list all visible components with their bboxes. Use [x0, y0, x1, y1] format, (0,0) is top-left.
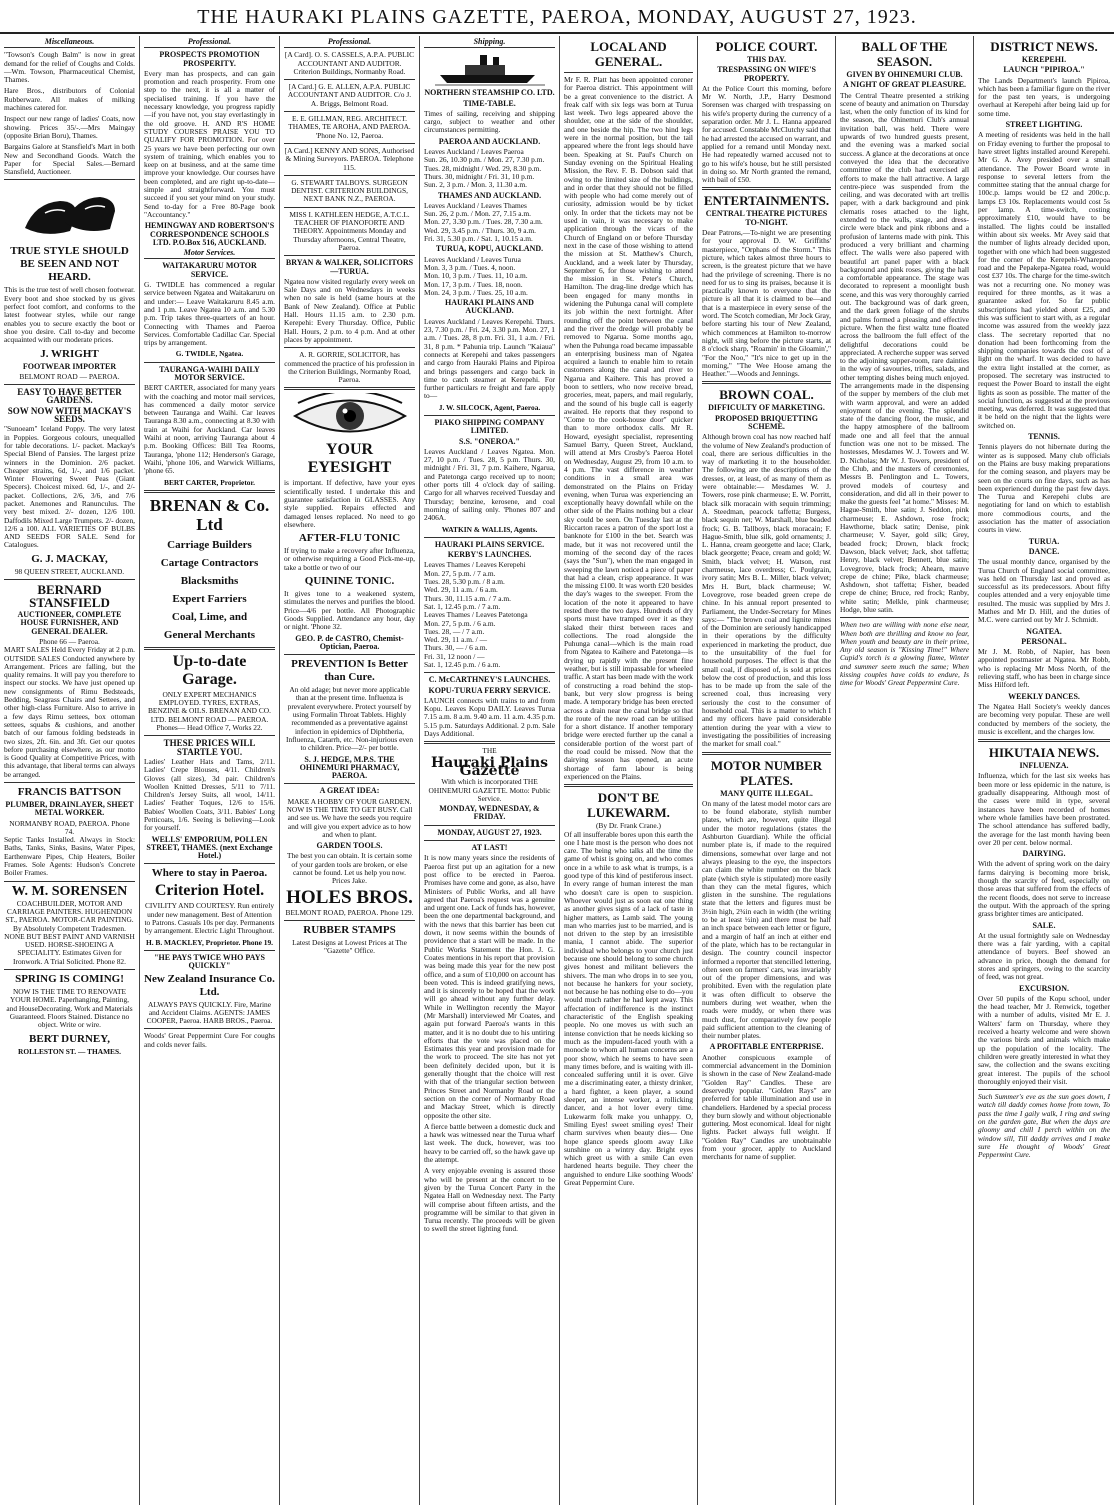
prospects-heading: PROSPECTS PROMOTION PROSPERITY.	[159, 50, 260, 68]
spring-body: NOW IS THE TIME TO RENOVATE YOUR HOME. Paperhanging, Painting, and HouseDecorating. Work and Materials Guaranteed. Floors Stained. Distance no object. Write or wire.	[6, 987, 133, 1030]
timetable-row: Mon. 3, 3 p.m. / Tues. 4, noon.	[424, 262, 516, 272]
weekly-dances-body: The Ngatea Hall Society's weekly dances are becoming very popular. These are well conducted by members of the society, the music is excellent, and the charges low.	[978, 701, 1110, 736]
editorial-heading: AT LAST!	[471, 843, 508, 853]
holes-heading: HOLES BROS.	[286, 886, 413, 908]
local-general-heading: LOCAL AND GENERAL.	[590, 39, 667, 69]
sorensen-name: W. M. SORENSEN	[11, 883, 128, 899]
police-body: At the Police Court this morning, before Mr W. North, J.P., Harry Desmond Sorensen was charged with trespassing on his wife's property during the currency of a separation order. Mr J. L. Hanna appeared for accused. Constable McClutchy said that he had arrested the accused on warrant, and applied for a remand until Monday next. He had repeatedly warned accused not to go to his wife's house, but he still persisted in doing so. Mr North granted the remand, with bail of £50.	[702, 83, 831, 185]
nzins-heading: New Zealand Insurance Co. Ltd.	[144, 972, 275, 998]
column-local-general	[560, 36, 698, 1505]
tauranga-body: BERT CARTER, associated for many years with the coaching and motor mail services, has commenced a daily motor service between Tauranga and Waihi. Car leaves Tauranga 8.30 a.m., connecting at 8.30 with train at Waihi for Auckland. Car leaves Waihi at noon, arriving Tauranga about 4 p.m. Booking Offices: Bill Tea Rooms, Tauranga, 'phone 112; Henderson's Garage, Waihi, 'phone 106, and Warwick Williams, 'phone 65.	[144, 383, 275, 476]
tennis-heading: TENNIS.	[1028, 432, 1060, 442]
police-subheading: THIS DAY.	[747, 55, 786, 64]
timetable-row: Wed. 29, 3.45 p.m. / Thurs. 30, 9 a.m.	[424, 225, 536, 235]
timetable-row: Mon. 17, 3 p.m. / Tues. 18, noon.	[424, 279, 523, 289]
ngatea-subheading: PERSONAL.	[1021, 636, 1067, 646]
lukewarm-byline: (By Dr. Frank Crane.)	[595, 821, 662, 831]
quinine-heading: QUININE TONIC.	[304, 575, 395, 588]
timetable-row: Sat. 1, 12.45 p.m. / 6 a.m.	[424, 660, 501, 669]
waitakaruru-heading: WAITAKARURU MOTOR SERVICE.	[162, 261, 257, 279]
timetable-row: Fri. 31, 5.30 p.m. / Sat. 1, 10.15 a.m.	[424, 234, 533, 244]
piako-subheading: S.S. "ONEROA."	[459, 436, 520, 446]
timetable-heading: THAMES AND AUCKLAND.	[437, 190, 542, 200]
stansfield-phone: Phone 66 — Paeroa.	[39, 636, 100, 646]
street-lighting-heading: STREET LIGHTING.	[1005, 120, 1083, 130]
ball-subheading-2: A NIGHT OF GREAT PLEASURE.	[842, 80, 967, 90]
timetable-row: Mon. 27, 3.30 p.m. / Tues. 28, 7.30 a.m.	[424, 217, 543, 227]
prevention-heading: PREVENTION Is Better than Cure.	[291, 658, 408, 684]
duck-hawk-item: A fierce battle between a domestic duck and a hawk was witnessed near the Turua wharf last week. The duck, however, was too heavy to be carried off, so the hawk gave up the attempt.	[424, 1121, 555, 1165]
daddy-poem: Such Summer's eve as the sun goes down, I watch till daddy comes home from town, To pass the time I gaily walk, I ring and swing on the garden gate, But when the days are gloomy and chill I perch within on the window sill, Till daddy arrives and I make sure He thought of Woods' Great Peppermint Cure.	[978, 1092, 1110, 1160]
sale-body: At the usual fortnightly sale on Wednesday there was a fair yarding, with a capital attendance of buyers. Beef showed an advance in price, though the demand for stores and springers, owing to the scarcity of feed, was not great.	[978, 930, 1110, 982]
piako-heading: PIAKO SHIPPING COMPANY LIMITED.	[434, 417, 545, 436]
kerepehi-body: The Lands Department's launch Pipiroa, which has been a familiar figure on the river for the past ten years, is undergoing overhaul at Kerepehi after being laid up for some time.	[978, 75, 1110, 118]
ngatea-heading: NGATEA.	[1026, 626, 1062, 636]
stansfield-name: BERNARD STANSFIELD	[29, 582, 110, 611]
number-plates-body: On many of the latest model motor cars are to be found elaborate, stylish number plates, which are, however, quite illegal under the motor regulations (states the Ashburton Guardian). While the official number plate is, if made to the required dimensions, somewhat over large and not always pleasing to the eye, the inspectors can claim the white number on the black plate (which style is stipulated) more easily than they can the metal figures, which glisten in the sunshine. The regulations state that the letters and figures must be 3½in high, 2¾in each in width (the writing to be at least ½in) and there must be half an inch space between each letter or figure, and a margin of half an inch at either end of the plate, which has to be rectangular in design. The country council inspector informed a reporter that stencilled lettering, often seen on farmers' cars, was invariably out of the proper dimensions, and was prohibited. Even with the regulation plate it was often difficult to observe the numbers during wet weather, when the roads were muddy, or when there was much dust, for comparatively few people paid sufficient attention to the cleaning of their number plates.	[702, 798, 831, 1041]
carter-signature: BERT CARTER, Proprietor.	[164, 477, 255, 487]
kerby-subheading: KERBY'S LAUNCHES.	[447, 550, 532, 560]
tools-body: The best you can obtain. It is certain some of your garden tools are broken, or else cannot be found. Let us help you now. Prices Jake.	[287, 851, 412, 886]
eyesight-heading: YOUR EYESIGHT	[307, 441, 392, 477]
lukewarm-body: Of all insufferable bores upon this earth the one I hate most is the person who does not care. The being who talks all the time the game of whist is going on, and who comes once in a while to ask what is trumps, is a good type of this kind of pestiferous insect. In every range of human interest the man who doesn't care is open to suspicion. Whoever would just as soon eat one thing as another gives signs of a lack of taste in higher matters, as Lamb said. The young man who marries just to be married, and is not driven to the step by an irresistible mania, I cannot abide. The superior individual who belongs to your church just because one should belong to some church gives honest and militant believers the shivers. The man who drops in to see you, not because he hankers for your society, not because he has nothing else to do—you would much rather he had kept away. This affectation of indifference is the instinct characteristic of the English speaking people. No one moves us with such an intense conviction that he needs kicking so much as the impudent-faced youth with a monocle to whom all human concerns are a poor show, which he seems to have seen many times before, and is waiting with ill-concealed suffering until it is over. Give me a discriminating eater, a thirsty drinker, a hard fighter, a keen player, a sound sleeper, an intense worker, a rollicking dancer, and a hot lover every time. Lukewarm folk make you unhappy. O, Smiling Eyes! sweet smiling eyes! Their charm survives when beauty dies— One hope glance speeds gloom away Like sunshine on a wintry day. Bright eyes which greet us with a smile Can even hardened hearts beguile. They cheer the anguished to endure Like soothing Woods' Great Peppermint Cure.	[564, 829, 693, 1187]
number-plates-heading: MOTOR NUMBER PLATES.	[710, 757, 823, 788]
timetable-paeroa	[424, 148, 555, 189]
timetable-row: Thurs. 30, — / 6 a.m.	[424, 643, 488, 653]
twidle-body: G. TWIDLE has commenced a regular service between Ngatea and Waitakaruru on and under:— Leave Waitakaruru 8.45 a.m. and 1 p.m. Leave Ngatea 10 a.m. and 5.30 p.m. Trip takes three-quarters of an hour. Connecting with Thames and Paeroa Services. Comfortable Cadillac Car. Special trips by arrangement.	[144, 280, 275, 348]
nsc-subheading: TIME-TABLE.	[463, 98, 516, 108]
nsc-heading: NORTHERN STEAMSHIP CO. LTD.	[424, 88, 555, 98]
turua-heading: TURUA.	[1028, 536, 1060, 546]
hedge-teacher-card: MISS I. KATHLEEN HEDGE, A.T.C.L. TEACHER OF PIANOFORTE AND THEORY. Appointments Monday and Thursday afternoons, Central Theatre, Paeroa.	[289, 209, 410, 252]
tools-heading: GARDEN TOOLS.	[316, 841, 383, 851]
tauranga-heading: TAURANGA-WAIHI DAILY MOTOR SERVICE.	[159, 364, 260, 382]
timetable-row: Leaves Auckland / Leaves Thames	[424, 200, 527, 210]
ngatea-body: Mr J. M. Robb, of Napier, has been appointed postmaster at Ngatea. Mr Robb, who is replacing Mr Moss North, of the relieving staff, who has been in charge since Miss Hilford left.	[978, 647, 1110, 690]
brenan-service-item: General Merchants	[163, 628, 256, 641]
kenny-card: [A Card.] KENNY AND SONS, Authorised & Mining Surveyors. PAEROA. Telephone 115.	[284, 145, 415, 172]
stay-heading: Where to stay in Paeroa.	[151, 867, 268, 880]
kopu-body: LAUNCH connects with trains to and from Kopu. Leaves Kopu DAILY. Leaves Turua 7.15 a.m. 8 a.m. 9.40 a.m. 11 a.m. 4.35 p.m. 5.15 p.m. Saturdays Additional. 2 p.m. Sale Days Additional.	[424, 695, 555, 739]
dairying-body: With the advent of spring work on the dairy farms dairying is becoming more brisk, though the scarcity of feed, especially on those areas that suffered from the effects of the recent floods, does not serve to increase the output. With the approach of the spring grass brighter times are anticipated.	[978, 859, 1110, 919]
afterflu-body: If trying to make a recovery after Influenza, or otherwise requiring a Good Pick-me-up, take a bottle or two of our	[284, 546, 415, 572]
timetable-heading: PAEROA AND AUCKLAND.	[438, 136, 541, 146]
ship-illustration	[435, 51, 545, 87]
nsc-intro: Times of sailing, receiving and shipping cargo, subject to weather and other circumstances permitting.	[424, 108, 555, 135]
timetable-turua	[424, 256, 555, 297]
brown-coal-body: Although brown coal has now reached half the volume of New Zealand's production of coal, there are serious difficulties in the way of marketing it to the householder. The following are the descriptions of the dresses, or, at least, of as many of them as were obtainable:— Mesdames W. J. Towers, rose pink charmeuse; E. W. Porritt, black silk moracain with sequin trimming; A. Steedman, peacock taffetta; Burgess, black sequin net; W. Marshall, blue beaded frock; G. B. Tallboys, black moracain; F. Hague-Smith, blue silk, gold ornaments; J. L. Hanna, cream georgette and lace; Clark, black georgette; Peace, cream and gold; W. Smith, black velvet; H. Watson, rust charmeuse, lace overdress; C. Poulgrain, ivory satin; Mrs B. L. Miller, black velvet; Mrs H. Burt, black charmeuse; W. Lovegrove, rose beaded green crepe de chine. In his annual report presented to Parliament, the Under-Secretary for Mines says:— "The brown coal and lignite mines of the Dominion are seriously handicapped in their operations by the difficulty experienced in marketing the product, due to the unsuitability of the fuel for household purposes. The effect is that the small coal, if disposed of, is sold at prices below the cost of production, and this loss has to be made up from the sale of the screened coal, thus increasing very seriously the cost to the consumer of household coal. This is a matter to which I and my officers have paid considerable attention during the year with a view to investigating the possibilities of increasing the market for small coal."	[702, 432, 831, 749]
column-professional-1	[140, 36, 280, 1505]
shoe-ad-body: This is the true test of well chosen footwear. Every boot and shoe stocked by us gives perfect foot comfort, and conforms to the latest footwear styles, while our range enables you to secure exactly the boot or shoe you desire. Call to-day and become acquainted with our moderate prices.	[4, 285, 135, 345]
kerby-heading: HAURAKI PLAINS SERVICE.	[434, 539, 545, 549]
timetable-heading: HAURAKI PLAINS AND AUCKLAND.	[445, 298, 534, 316]
prevention-body: An old adage; but never more applicable than at the present time. Influenza is prevalent everywhere. Protect yourself by using Formalin Throat Tablets. Highly recommended as a preventative against infection in epidemics of Diphtheria, Influenza, Catarrh, etc. Non-injurious even to children. Price—2/- per bottle.	[285, 685, 414, 753]
timetable-row: Sun. 2, 3 p.m. / Mon. 3, 11.30 a.m.	[424, 180, 527, 190]
masthead-title: THE HAURAKI PLAINS GAZETTE, PAEROA, MONDAY, AUGUST 27, 1923.	[197, 6, 917, 28]
timetable-row: Tues. 28, 5.30 p.m. / 8 a.m.	[424, 577, 505, 587]
garage-heading: Up-to-date Garage.	[172, 652, 247, 688]
mackay-body: "Sunoeam" Iceland Poppy. The very latest in Poppies. Gorgeous colours, unequalled for table decorations. 1/- packet. Mackay's Special Blend of Pansies. The largest prize winners in the Dominion. 2/6 packet. Cheaper strains, 6d, 1/-, and 1/6 packet. Winter Flowering Sweet Peas (Giant Specers). Choicest mixed. 6d, 1/-, and 2/- packet. Collections, 2/6, 3/6, and 7/6 packet. Anemones and Ranunculus. The very best mixed. 2/- dozen, 12/6 100. Daffodils Mixed Large Trumpets. 2/- dozen, 12/6 a 100. ALL VARIETIES OF BULBS AND SEEDS FOR SALE. Send for Catalogues.	[4, 424, 135, 550]
shoe-illustration	[15, 183, 125, 243]
prospects-body: Every man has prospects, and can gain promotion and reach prosperity. From one step to the next, it is all a matter of specialised training. If you have the necessary knowledge, you progress rapidly—if you have not, you stay everlastingly in the old groove. H. AND R'S HOME STUDY COURSES PRAISE YOU TO QUALIFY FOR PROMOTION. For over 25 years we have been perfecting our own system of training, which enables you to keep on at business, and at the same time improve your knowledge. Our courses have been completed, and are right up-to-date—simple and straightforward. You must succeed if you set your mind on your study. Send to-day for a Free 80-Page book "Accountancy."	[144, 68, 275, 219]
timetable-row: Leaves Auckland / Leaves Turua	[424, 254, 521, 264]
column-shipping	[420, 36, 560, 1505]
holes-address: BELMONT ROAD, PAEROA. Phone 129.	[285, 907, 414, 917]
masthead	[0, 0, 1114, 34]
battson-name: FRANCIS BATTSON	[17, 786, 122, 798]
hemingway-schools: HEMINGWAY AND ROBERTSON'S CORRESPONDENCE SCHOOLS LTD. P.O.Box 516, AUCKLAND.	[144, 221, 275, 247]
column-ball	[836, 36, 974, 1505]
turua-body: The usual monthly dance, organised by the Turua Church of England social committee, was held on Thursday last and proved as successful as its predecessors. About fifty couples attended and a very enjoyable time resulted. The music was supplied by Mrs J. Mathes and Mr D. Hill, and the duties of M.C. were carried out by Mr J. Schmidt.	[978, 557, 1110, 625]
bryan-body: Ngatea now visited regularly every week on Sale Days and on Wednesdays in weeks when no sale is held (same hours at the Bank of New Zealand). Office at Public Hall. Hours 11.15 a.m. to 2.30 p.m. Kerepehi: Every Thursday. Office, Public Hall. Hours, 2 p.m. to 4 p.m. And at other places by appointment.	[284, 276, 415, 344]
silcock-agent: J. W. SILCOCK, Agent, Paeroa.	[438, 402, 541, 412]
entertainments-subheading: CENTRAL THEATRE PICTURES TO-NIGHT.	[705, 209, 828, 227]
influenza-heading: INFLUENZA.	[1019, 761, 1069, 771]
timetable-row: Mon. 27, 5 p.m. / 7 a.m.	[424, 568, 496, 578]
ball-subheading: GIVEN BY OHINEMURI CLUB.	[846, 70, 963, 79]
gazette-subtitle: With which is incorporated THE OHINEMURI GAZETTE. Motto: Public Service.	[428, 777, 551, 803]
spring-heading: SPRING IS COMING!	[15, 973, 124, 986]
police-subheading-2: TRESPASSING ON WIFE'S PROPERTY.	[717, 65, 816, 83]
weekly-dances-heading: WEEKLY DANCES.	[1008, 691, 1080, 701]
brenan-service-item: Expert Farriers	[172, 592, 247, 605]
idea-heading: A GREAT IDEA:	[319, 786, 380, 796]
category-heading: Miscellaneous.	[4, 38, 135, 48]
lukewarm-heading: DON'T BE LUKEWARM.	[587, 790, 670, 821]
rubber-body: Latest Designs at Lowest Prices at The "Gazette" Office.	[292, 937, 407, 956]
mcarthy-heading: C. McCARTHNEY'S LAUNCHES.	[428, 675, 551, 685]
timetable-row: Leaves Thames / Leaves Patetonga	[424, 610, 528, 620]
brenan-service-item: Coal, Lime, and	[171, 610, 248, 623]
kissing-time-poem: When two are willing with none else near, When both are thrilling and know no fear, When youth and beauty are in their prime, Any old season is "Kissing Time!" Where Cupid's torch is a glowing flame, Winter and summer seem much the same; When kissing couples have colds to endure, Is time for Woods' Great Peppermint Cure.	[840, 620, 969, 688]
timetable-row: Tues. 28, — / 7 a.m.	[424, 626, 485, 636]
mackay-heading: EASY TO HAVE BETTER GARDENS.	[17, 387, 122, 406]
mackay-name: G. J. MACKAY,	[31, 552, 108, 565]
gillman-card: E. E. GILLMAN, REG. ARCHITECT. THAMES, TE AROHA, AND PAEROA. 'Phone No. 12, Paeroa.	[288, 114, 411, 140]
column-police-court	[698, 36, 836, 1505]
idea-body: MAKE A HOBBY OF YOUR GARDEN. NOW IS THE TIME TO GET BUSY. Call and see us. We have the seeds you require and will give you expert advice as to how and when to plant.	[286, 796, 413, 839]
timetable-kerby	[424, 561, 555, 669]
criterion-heading: Criterion Hotel.	[154, 882, 265, 900]
brown-coal-heading: BROWN COAL.	[719, 387, 814, 403]
timetable-heading: TURUA, KOPU, AUCKLAND.	[435, 244, 544, 254]
criterion-body: CIVILITY AND COURTESY. Run entirely under new management. Best of Attention to Patrons. Casuals 10s per day. Permanents by arrangement. Electric Light Throughout.	[144, 901, 275, 936]
quinine-body: It gives tone to a weakened system, stimulates the nerves and purifies the blood. Price—4/6 per bottle. All Photographic Goods Supplied. Attendance any hour, day or night. 'Phone 32.	[284, 589, 415, 632]
wright-name: J. WRIGHT	[40, 347, 99, 360]
column-miscellaneous	[0, 36, 140, 1505]
timetable-row: Leaves Auckland / Leaves Paeroa	[424, 147, 524, 157]
battson-body: Septic Tanks Installed. Always in Stock: Baths, Tanks, Sinks, Basins, Water Pipes, Earthenware Pipes, Chip Heaters, Boiler Frames. Sole Agents: Hudson's Concrete Boiler Frames.	[4, 835, 135, 878]
timetable-row: Sun. 26, 2 p.m. / Mon. 27, 7.15 a.m.	[424, 209, 531, 219]
talboys-card: G. STEWART TALBOYS. SURGEON DENTIST. CRITERION BUILDINGS, NEXT BANK N.Z., PAEROA.	[291, 177, 408, 204]
ad-maingay: Inspect our new range of ladies' Coats, now showing. Prices 35/-.—Mrs Maingay (opposite Brian Boru), Thames.	[4, 114, 135, 140]
timetable-row: Thurs. 30, midnight / Fri. 31, 10 p.m.	[424, 171, 535, 181]
timetable-row: Sat. 1, 12.45 p.m. / 7 a.m.	[424, 601, 501, 611]
hedge-pharmacy: S. J. HEDGE, M.P.S. THE OHINEMURI PHARMACY, PAEROA.	[299, 754, 400, 781]
sale-heading: SALE.	[1032, 920, 1056, 930]
battson-subtitle: PLUMBER, DRAINLAYER, SHEET METAL WORKER.	[5, 800, 134, 818]
motor-services-heading: Motor Services.	[144, 249, 275, 259]
timetable-row: Tues. 28, midnight / Wed. 29, 8.30 p.m.	[424, 163, 542, 173]
hikutaia-heading: HIKUTAIA NEWS.	[988, 745, 1100, 761]
shoe-ad-heading: TRUE STYLE SHOULD BE SEEN AND NOT HEARD.	[10, 245, 129, 284]
excursion-heading: EXCURSION.	[1018, 983, 1069, 993]
street-lighting-body: A meeting of residents was held in the hall on Friday evening to further the proposal to have street lights installed around Kerepehi. Mr G. A. Avey presided over a small attendance. The Power Board wrote in response to several letters from the committee stating that the annual charge for 100c.p. lamps would be £2 and 200c.p. lamps £3 10s. Replacements would cost 5s per lamp. A time-switch, costing approximately £10, would have to be installed. The lights could be installed within about six weeks. Mr Avey said that the number of lights already decided upon, together with one which had been suggested for the corner of the Kerepehi-Wharepoa road and the Pepakepa-Ngatea road, would cost £37 10s. The charge for the time-switch was not a recurring one. No money was required for three months, as it was a guarantee asked for. So far public subscriptions had yielded about £25, and this was sufficient to start with, as a regular income was assured from the weekly jazz class. The secretary reported that no donation had been forthcoming from the shipping companies towards the cost of a light on the wharf. It was decided to have the extra light installed at the corner, as proposed. The secretary was instructed to request the Power Board to install the eight lights as soon as possible. The matter of the social function, as suggested at the previous meeting, was deferred. It was suggested that it be held on the night that the lights were switched on.	[978, 130, 1110, 430]
kopu-heading: KOPU-TURUA FERRY SERVICE.	[428, 685, 551, 695]
allen-card: [A Card.] G. E. ALLEN, A.P.A. PUBLIC ACCOUNTANT AND AUDITOR. C/o J. A. Briggs, Belmont Road.	[287, 82, 412, 108]
enterprise-body: Another conspicuous example of commercial advancement in the Dominion is shown in the case of New Zealand-made "Golden Ray" Candles. These are deservedly popular. "Golden Rays" are preferred for table illumination and use in chandeliers. Hardened by a special process they burn slowly and without objectionable guttering. Most economical. Ideal for night lights. Packet always full weight. If "Golden Ray" Candles are unobtainable from your grocer, apply to Auckland merchants for name of supplier.	[702, 1052, 831, 1162]
timetable-row: Mon. 24, 3 p.m. / Tues. 25, 10 a.m.	[424, 287, 528, 297]
brown-coal-subheading-2: PROPOSED BRIQUETTING SCHEME.	[715, 413, 818, 431]
wells-emporium: WELLS' EMPORIUM, POLLEN STREET, THAMES. (next Exchange Hotel.)	[146, 834, 273, 861]
gazette-the: THE	[482, 746, 497, 756]
bryan-heading: BRYAN & WALKER, SOLICITORS—TURUA.	[285, 258, 414, 276]
number-plates-subheading: MANY QUITE ILLEGAL.	[720, 788, 813, 798]
column-district-news	[974, 36, 1114, 1505]
stansfield-subtitle: AUCTIONEER, COMPLETE HOUSE FURNISHER, AND GENERAL DEALER.	[17, 610, 122, 636]
entertainments-heading: ENTERTAINMENTS.	[703, 193, 830, 209]
category-heading: Professional.	[284, 38, 415, 48]
brenan-services	[144, 536, 275, 644]
editorial-body: It is now many years since the residents of Paeroa first put up an agitation for a new post office to be erected in Paeroa. Promises have come and gone, as also, have Ministers of Public Works, and all have agreed that Paeroa's request was a genuine and urgent one. Lack of funds has, however, been the one departmental background, and with the news that this barrier has been cut down, it now seems within the bounds of providence that a start will be made. In the Public Works Statement the Hon. J. G. Coates mentions in his report that provision was being made this year for the new post office, and a sum of £10,000 on account has been voted. This is indeed gratifying news, and it is sincerely to be hoped that the work will go ahead without any further delay. While in Wellington recently the Mayor (Mr Marshall) interviewed Mr Coates, and again put forward Paeroa's wants in this matter, and it is no doubt due to his untiring efforts that the vote was placed on the Estimates this year and provision made for the work to proceed. The site has not yet been definitely decided upon, but it is generally thought that the choice will rest with that of the triangular section between Princes Street and Normanby Road or the section on the corner of Normanby Road and Mackay Street, which is directly opposite the other site.	[424, 853, 555, 1120]
timetable-row: Wed. 29, 11 a.m. / —	[424, 635, 487, 645]
battson-address: NORMANBY ROAD, PAEROA. Phone 74.	[9, 818, 130, 836]
column-professional-2	[280, 36, 420, 1505]
district-news-heading: DISTRICT NEWS.	[990, 39, 1098, 54]
ball-heading: BALL OF THE SEASON.	[861, 39, 948, 69]
timetable-row: Leaves Thames / Leaves Kerepehi	[424, 560, 526, 570]
police-heading: POLICE COURT.	[715, 39, 818, 54]
stansfield-body: MART SALES Held Every Friday at 2 p.m. OUTSIDE SALES Conducted anywhere by Arrangement. Prices are falling, but the quality remains. It will pay you therefore to inspect our stocks. We have just opened up new consignments of Rimu Bedsteads, Bedding, Seagrass Chairs and Settees, and other high-class Furniture. Also to arrive in a few days Rimu settees, box ottoman settees, squabs & cushions, and another batch of our famous folding bedsteads in two sizes, 2ft. 6in. and 3ft. Get our quotes before purchasing elsewhere, as our motto is Good Quality at Competitive Prices, with this advantage, that liberal terms can always be arranged.	[4, 645, 135, 779]
concert-item: A very enjoyable evening is assured those who will be present at the concert to be given by the Turua Concert Party in the Ngatea Hall on Wednesday next. The Party will comprise about fifteen artists, and the programme will be similar to that given in Turua recently. The proceeds will be given to swell the street lighting fund.	[424, 1166, 555, 1234]
timetable-row: Fri. 31, 12 noon / —	[424, 651, 485, 661]
decastro-name: GEO. P. de CASTRO, Chemist-Optician, Paeroa.	[295, 633, 404, 651]
brenan-service-item: Blacksmiths	[180, 574, 239, 587]
influenza-body: Influenza, which for the last six weeks has been more or less epidemic in the nature, is gradually disappearing. Although most of the cases were mild in type, several instances have been recorded of homes where whole families have been prostrated. The school attendance has suffered badly, the average for the last month having been over 20 per cent. below normal.	[978, 771, 1110, 847]
timetable-row: Mon. 27, 5 p.m. / 6 a.m.	[424, 618, 496, 628]
local-general-body: Mr F. R. Platt has been appointed coroner for Paeroa district. This appointment will be a great convenience to the district. A freak calf with six legs was born at Turua last week. Two legs appeared above the shoulder, one at the side of the shoulder, and one beside the hip. The two hind legs were in the normal position, but the tail appeared where the front legs should have been. Speaking at St. Paul's Church on Sunday evening on the Spiritual Healing Mission, the Rev. F. B. Dobson said that owing to the limited size of the buildings, and in order that they should not be filled with people who had come merely out of curiosity, admission would be by ticket only. In order that the tickets may not be used in vain, it was necessary to make application through the vicars of the Church of England on or before Thursday next in the case of those wishing to attend the mission at St. Matthew's Church, Auckland, and a week later by Thursday, September 6, for those wishing to attend the mission in St. Peter's Church, Hamilton. The drag-line dredge which has been engaged for many months in widening the Puhunga canal will complete its job within the next fortnight. After rounding off the point between the canal and the river the dredge will probably be removed to Ngarua. Some months ago, when the Puhunga road became impassable an enterprising business man of Ngatea acquired a launch to enable him to retain customers along the canal and river to Ngarua and Kaihere. This has proved a boon to settlers, who now receive bread, groceries, meat, papers, and mail regularly, and the sound of his bugle call is eagerly awaited. He reports that they respond to "Come to the cook-house door" quicker than to more orthodox calls. Mr R. Howard, eyesight specialist, representing Samuel Barry, Queen Street, Auckland, will attend at Mrs Crosby's Paeroa Hotel on Wednesday, August 29, from 10 a.m. to 4 p.m. The vast difference in weather conditions in a small area was demonstrated on the Plains on Friday evening, when Turua was experiencing an exceptionally heavy downfall while on the other side of the Plains nothing but a clear sky could be seen. On Tuesday last at the Riccarton races a patron of the sport lost a banknote for £100 in the bet. Search was made, but it was not recovered until the morning of the second day of the races (says the "Sun"), when the man engaged in sweeping the lawn noticed a piece of paper that had a clean, crisp appearance. It was the missing £100. It was worth £20 besides the day's wages to the sweeper. From the location of the note it appeared to have rested there the two days. Hundreds of dry sports must have tramped over it as they slaked their thirst between races and collections. The road alongside the Puhunga canal—which is the main road from Ngatea to Kaihere and Patetonga—is drying up rapidly with the present fine weather, but is still impassable for wheeled traffic. A start has been made with the work of constructing a road behind the stop-bank, but very slow progress is being made. A temporary bridge has been erected across a drain near the canal bridge so that the route of the new road can be utilised for a short distance. If another temporary bridge were erected further up the canal a considerable portion of the worst part of the road could be missed. Now that the dairying season has opened, an acute shortage of farm labour is being experienced on the Plains.	[564, 75, 693, 781]
ad-stansfield-mart: Bargains Galore at Stansfield's Mart in both New and Secondhand Goods. Watch the Paper for Special Sales.—Bernard Stansfield, Auctioneer.	[4, 142, 135, 177]
enterprise-heading: A PROFITABLE ENTERPRISE.	[709, 1042, 824, 1052]
ad-towson: "Towson's Cough Balm" is now in great demand for the relief of Coughs and Colds.—Wm. Towson, Pharmaceutical Chemist, Thames.	[4, 50, 135, 85]
durney-address: ROLLESTON ST. — THAMES.	[18, 1046, 121, 1056]
gazette-days: MONDAY, WEDNESDAY, & FRIDAY.	[439, 804, 540, 822]
timetable-row: Mon. 10, 3 p.m. / Tues. 11, 10 a.m.	[424, 271, 528, 281]
nzins-tagline: "HE PAYS TWICE WHO PAYS QUICKLY"	[154, 952, 265, 971]
wright-subtitle: FOOTWEAR IMPORTER	[22, 361, 117, 371]
gazette-title: Hauraki Plains Gazette	[430, 754, 549, 779]
timetable-plains: Leaves Auckland / Leaves Kerepehi. Thurs. 23, 7.30 p.m. / Fri. 24, 3.30 p.m. Mon. 27, 1 a.m. / Tues. 28, 8 p.m. Fri. 31, 1 a.m. / Fri. 31, 8 p.m. * Pahunia trip. Launch "Kaiaua" connects at Kerepehi and takes passengers and cargo from Hauraki Plains and Pipiroa and brings passengers and cargo back in time to catch steamer at Kerepehi. For further particulars re freight and fare apply to—	[424, 316, 555, 401]
excursion-body: Over 50 pupils of the Kopu school, under the head teacher, Mr J. Renwick, together with a number of adults, visited Mr E. J. Walters' farm on Thursday, where they received a hearty welcome and were shown the various birds and animals which make up the population of the locality. The children were greatly interested in what they saw, the collection and the swans exciting great interest. The pupils of the school thoroughly enjoyed their visit.	[978, 993, 1110, 1086]
entertainments-body: Dear Patrons,—To-night we are presenting for your approval D. W. Griffiths' masterpiece, "Orphans of the Storm." This picture, which takes almost three hours to screen, is the greatest picture that we have had the privilege of screening. There is no need for us to sing its praises, because it is practically known to everyone that the picture is all that it is claimed to be—and that is a masterpiece in every sense of the word. The Scotch comedian, Mr Jock Gray, before starting his tour of New Zealand, which commences at Hamilton to-morrow night, will sing before the picture starts, at 8 o'clock sharp, "Roamin' in the Gloamin'," "For the Noo," "It's nice to get up in the morning," "The Wee Hoose amang the Heather."—Woods and Jennings.	[702, 228, 831, 379]
timetable-thames	[424, 202, 555, 243]
cassels-card: [A Card]. O. S. CASSELS, A.P.A. PUBLIC ACCOUNTANT AND AUDITOR. Criterion Buildings, Normanby Road.	[284, 50, 415, 76]
timetable-row: Thurs. 30, 11.15 a.m. / 7 a.m.	[424, 593, 511, 603]
afterflu-heading: AFTER-FLU TONIC	[298, 532, 401, 545]
rubber-heading: RUBBER STAMPS	[303, 923, 396, 936]
sorensen-body: COACHBUILDER, MOTOR AND CARRIAGE PAINTERS. HUGHENDON ST., PAEROA. MOTOR-CAR PAINTING. By Absolutely Competent Tradesmen. NONE BUT BEST PAINT AND VARNISH USED. HORSE-SHOEING A SPECIALITY. Estimates Given for Ironwork. A Trial Solicited. Phone 82.	[4, 898, 135, 966]
brenan-service-item: Carriage Builders	[167, 538, 252, 551]
tennis-body: Tennis players do not hibernate during the winter as is supposed. Many club officials on the Plains are busy making preparations for the coming season, and players may be seen on the courts on fine days, such as has been experienced during the past few days. The Turua and Kerepehi clubs are negotiating for land on which to establish more commodious courts, and the association has the matter of association courts in view.	[978, 442, 1110, 535]
timetable-row: Wed. 29, 11 a.m. / 6 a.m.	[424, 585, 498, 595]
timetable-row: Sun. 26, 10.30 p.m. / Mon. 27, 7.30 p.m.	[424, 155, 545, 165]
brenan-heading: BRENAN & Co. Ltd	[149, 495, 270, 534]
category-heading: Professional.	[144, 38, 275, 48]
kerepehi-heading: KEREPEHI.	[1021, 55, 1067, 64]
mackay-sow: SOW NOW WITH MACKAY'S SEEDS.	[7, 405, 132, 425]
nzins-body: ALWAYS PAYS QUICKLY. Fire, Marine and Accident Claims. AGENTS: JAMES COOPER, Paeroa. HARB BROS., Paeroa.	[146, 999, 273, 1026]
gorrie-card: A. R. GORRIE, SOLICITOR, has commenced the practice of his profession in the Criterion Buildings, Normanby Road, Paeroa.	[284, 350, 415, 385]
twidle-signature: G. TWIDLE, Ngatea.	[175, 349, 244, 359]
kerepehi-subheading: LAUNCH "PIPIROA."	[1003, 65, 1085, 75]
dairying-heading: DAIRYING.	[1022, 849, 1066, 859]
garage-body: ONLY EXPERT MECHANICS EMPLOYED. TYRES, EXTRAS, BENZINE & OILS. BRENAN AND CO. LTD. BELMONT ROAD — PAEROA. Phones— Head Office 7, Works 22.	[148, 689, 271, 733]
wright-address: BELMONT ROAD — PAEROA.	[19, 371, 120, 381]
ball-body: The Central Theatre presented a striking scene of beauty and animation on Thursday last, when the only function of its kind for the season, the Ohinemuri Club's annual invitation ball, was held. There were upwards of two hundred guests present, and the evening was a marked social success. A glance at the decorations at once conveyed the idea that the decorative committee of the club had exercised all efforts to make the hall attractive. A large centre-piece was suspended from the ceiling, and was decorated with art trellis paper, with a dark background and pink clematis roses attached to the light, extended to the walls, stage, and dress-circle were black and pink ribbons and a profusion of lanterns made with pink. This produced a very brilliant and charming effect. The walls were also papered with beautiful art panel paper with a black background and pink roses, giving the hall a comfortable appearance. The stage was decorated to represent a moonlight bush scene, and this was very thoroughly carried out. The background was of dark green, and the dark green foliage of the shrubs and palms formed a pleasing and effective picture. When the first waltz tune floated across the ballroom the full effect of the delightful decorations could be appreciated. A recherche supper was served to the adjoining supper-room, rare dainties in the way of savouries, trifles, salads, and other tempting dishes being much enjoyed. The arrangements made in the dispensing of the supper by members of the club met with warm approval, and were an added enjoyment of the evening. The splendid state of the dancing floor, the music, and the happy atmosphere of the ballroom made one and all feel that the annual function was one not to be missed. The hostesses, Mesdames W. J. Towers and W. D. Nicholas; Mr W. J. Towers, president of the Club, and the masters of ceremonies, Messrs B. Penlington and L. Towers, proved models of courtesy and consideration, and did all in their power to make the guests feel "at home." Misses: M. Hague-Smith, blue satin; J. Seddon, pink charmeuse; E. Ashdown, rose frock; Hawthorne, black satin; Denise, pink charmeuse; V. Sayer, gold silk; Grey, beaded frock; Drown, black frock; Dawson, black velvet; Jack, shot taffetta; Henry, black velvet; Bennett, blue satin; Lovegrove, black frock; Ahearn, mauve crepe de chine; Pike, black charmeuse; Ashdown, shot taffetta; Fisher, beaded crepe de chine; Bruce, red frock; Ranby, white satin; Melkle, pink charmeuse; Hodge, blue satin.	[840, 90, 969, 614]
columns	[0, 36, 1114, 1505]
mackley-proprietor: H. B. MACKLEY, Proprietor. Phone 19.	[145, 937, 273, 947]
prices-heading: THESE PRICES WILL STARTLE YOU.	[163, 738, 256, 757]
prices-body: Ladies' Leather Hats and Tams, 2/11. Ladies' Crepe Blouses, 4/11. Children's Gloves (all sizes), 3d pair. Children's Woollen Knitted Dresses, 5/11 to 7/11. Children's Jersey Suits, all wool, 14/11. Ladies' Feather Toques, 12/6 to 15/6. Babies' Woollen Coats, 3/11. Babies' Long Petticoats, 1/6. Seeing is believing—Look for yourself.	[144, 756, 275, 833]
gazette-date: MONDAY, AUGUST 27, 1923.	[437, 827, 542, 837]
eyesight-body: is important. If defective, have your eyes scientifically tested. I undertake this and guarantee satisfaction in GLASSES. Any style supplied. Repairs effected and damaged lenses replaced. No need to go elsewhere.	[284, 478, 415, 529]
brown-coal-subheading: DIFFICULTY OF MARKETING.	[708, 403, 825, 413]
durney-name: BERT DURNEY,	[29, 1032, 110, 1045]
watkin-agents: WATKIN & WALLIS, Agents.	[441, 524, 538, 534]
eye-illustration	[290, 393, 410, 439]
woods-footer: Woods' Great Peppermint Cure For coughs and colds never fails.	[144, 1031, 275, 1049]
category-heading: Shipping.	[424, 38, 555, 48]
brenan-service-item: Cartage Contractors	[160, 556, 259, 569]
mackay-address: 98 QUEEN STREET, AUCKLAND.	[14, 566, 125, 576]
piako-body: Leaves Auckland / Leaves Ngatea. Mon. 27, 10 p.m. / Tues. 28, 5 p.m. Thurs. 30, midnight / Fri. 31, 7 p.m. Kaihere, Ngarua, and Patetonga cargo received up to noon; other ports till 4 o'clock day of sailing. Cargo for all wharves received Tuesday and Thursday; benzine, kerosene, and coal morning of sailing only. 'Phones 807 and 2406A.	[424, 446, 555, 523]
ad-hare-bros: Hare Bros., distributors of Colonial Rubberware. All makes of milking machines catered for.	[4, 86, 135, 113]
turua-subheading: DANCE.	[1028, 546, 1060, 556]
